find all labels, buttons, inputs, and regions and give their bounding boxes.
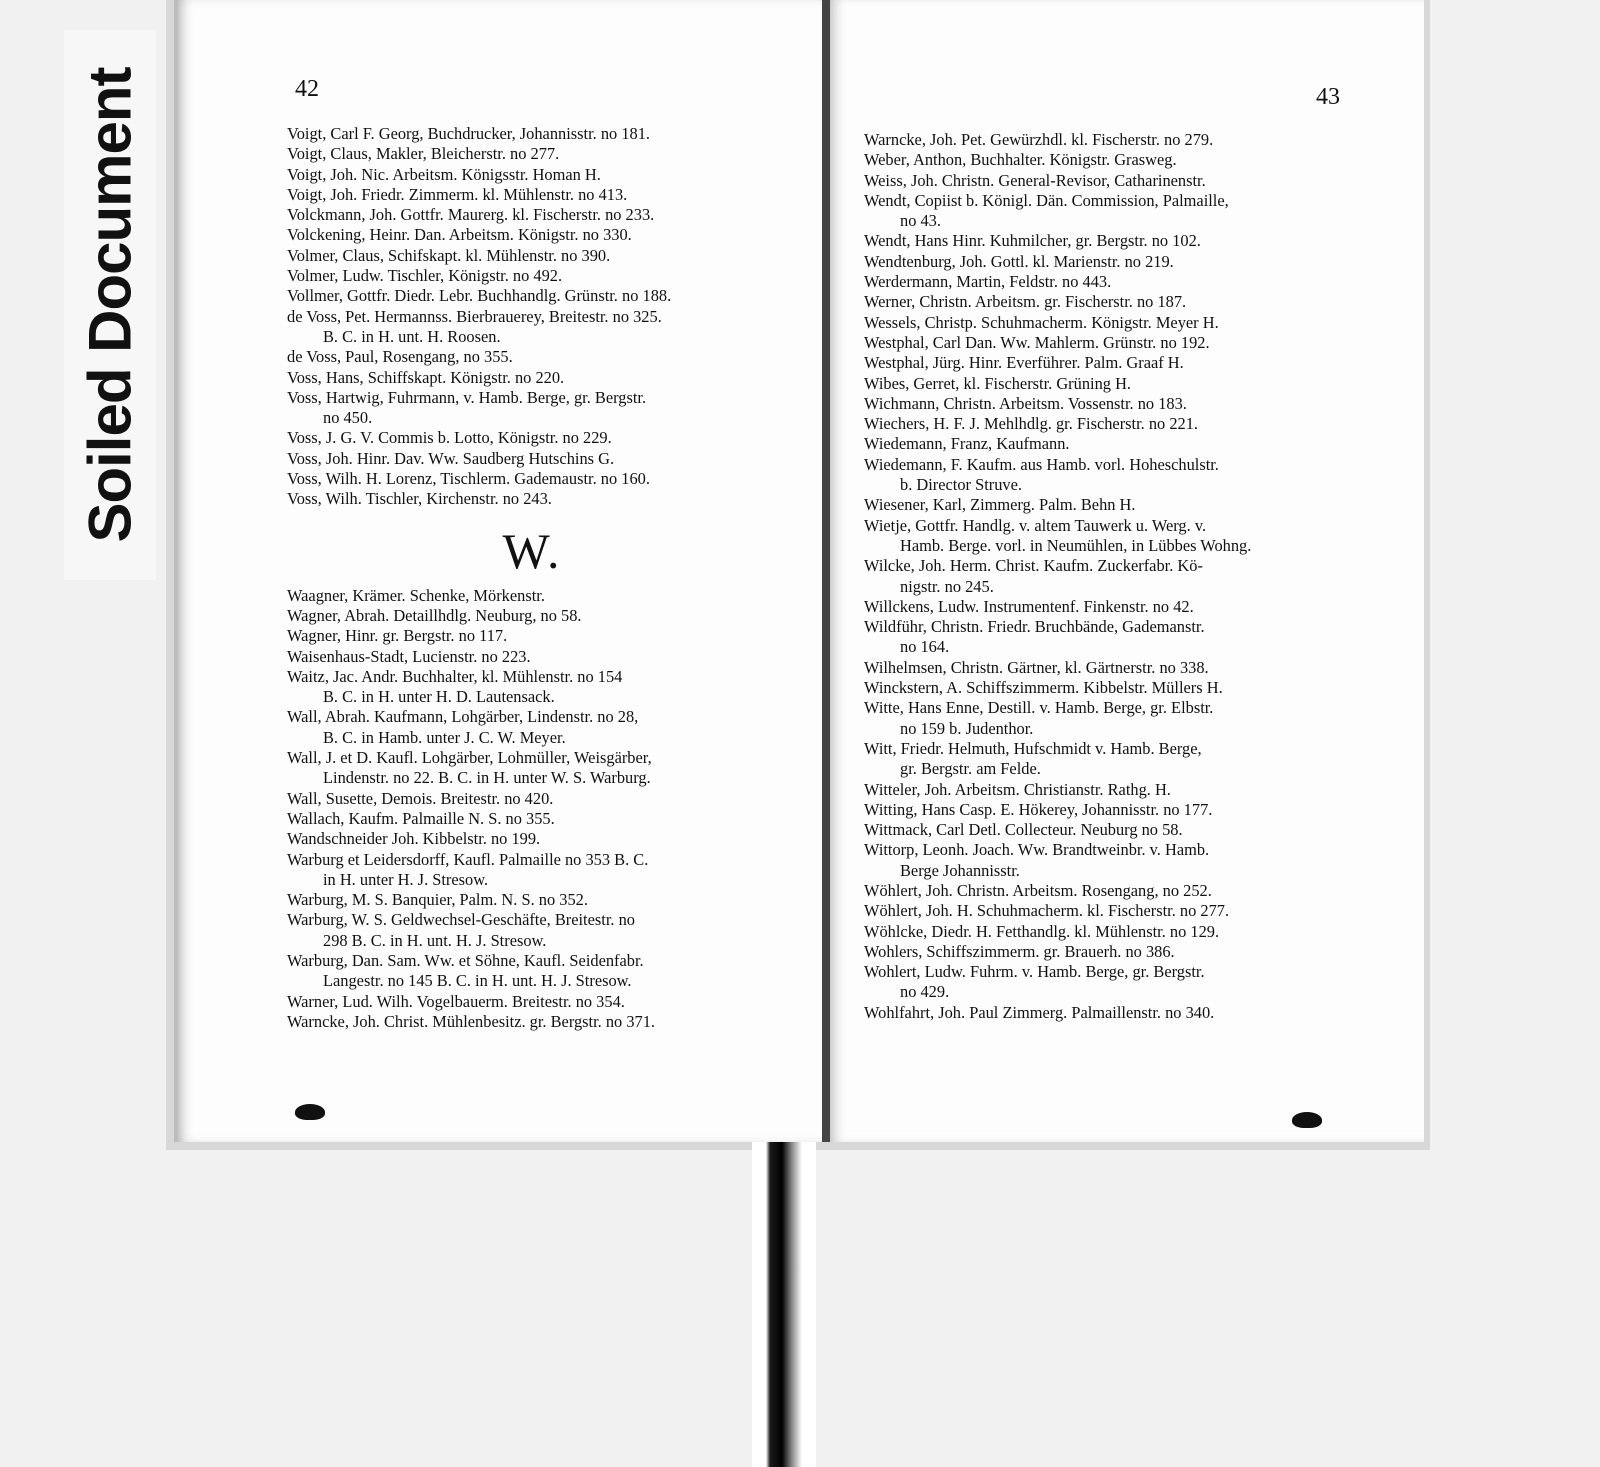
directory-entry: Volmer, Ludw. Tischler, Königstr. no 492. xyxy=(287,266,563,286)
directory-entry: Warburg et Leidersdorff, Kaufl. Palmaille no 353 B. C. xyxy=(287,849,649,869)
directory-entry: Wendt, Copiist b. Königl. Dän. Commission, Palmaille, xyxy=(864,190,1229,210)
directory-entry: Wagner, Abrah. Detaillhdlg. Neuburg, no 58. xyxy=(287,605,582,625)
directory-entry-continuation: Lindenstr. no 22. B. C. in H. unter W. S. Warburg. xyxy=(323,768,651,788)
directory-entry: Wiedemann, Franz, Kaufmann. xyxy=(864,434,1070,454)
directory-entry: Winckstern, A. Schiffszimmerm. Kibbelstr. Müllers H. xyxy=(864,678,1223,698)
directory-entry-continuation: in H. unter H. J. Stresow. xyxy=(323,869,489,889)
directory-entry: Voigt, Joh. Nic. Arbeitsm. Königsstr. Homan H. xyxy=(287,164,601,184)
directory-entry: Voigt, Carl F. Georg, Buchdrucker, Johannisstr. no 181. xyxy=(287,124,650,143)
directory-entry-continuation: no 450. xyxy=(323,408,373,428)
directory-entry-continuation: no 164. xyxy=(900,637,950,657)
directory-entry: Wiedemann, F. Kaufm. aus Hamb. vorl. Hoheschulstr. xyxy=(864,454,1219,474)
directory-entry: Wibes, Gerret, kl. Fischerstr. Grüning H. xyxy=(864,373,1132,393)
directory-entry: Voigt, Claus, Makler, Bleicherstr. no 277. xyxy=(287,144,560,164)
directory-entry: Voss, Wilh. Tischler, Kirchenstr. no 243. xyxy=(287,489,552,509)
directory-entry: Wildführ, Christn. Friedr. Bruchbände, Gademanstr. xyxy=(864,617,1205,637)
directory-entry-continuation: B. C. in H. unt. H. Roosen. xyxy=(323,326,501,346)
directory-entry: Wilhelmsen, Christn. Gärtner, kl. Gärtnerstr. no 338. xyxy=(864,657,1209,677)
directory-entry: Warner, Lud. Wilh. Vogelbauerm. Breitestr. no 354. xyxy=(287,991,625,1011)
directory-entry: Werdermann, Martin, Feldstr. no 443. xyxy=(864,272,1112,292)
directory-entry: Westphal, Carl Dan. Ww. Mahlerm. Grünstr. no 192. xyxy=(864,332,1210,352)
directory-entry: Voss, Wilh. H. Lorenz, Tischlerm. Gademaustr. no 160. xyxy=(287,469,650,489)
directory-entry: Wöhlert, Joh. Christn. Arbeitsm. Rosengang, no 252. xyxy=(864,880,1212,900)
directory-entry: Wöhlert, Joh. H. Schuhmacherm. kl. Fischerstr. no 277. xyxy=(864,901,1230,921)
directory-entry: Warncke, Joh. Christ. Mühlenbesitz. gr. Bergstr. no 371. xyxy=(287,1011,656,1031)
directory-entry: Vollmer, Gottfr. Diedr. Lebr. Buchhandlg. Grünstr. no 188. xyxy=(287,286,672,306)
directory-entry-continuation: B. C. in H. unter H. D. Lautensack. xyxy=(323,687,555,707)
directory-entry: Wichmann, Christn. Arbeitsm. Vossenstr. no 183. xyxy=(864,393,1187,413)
directory-entry: Wilcke, Joh. Herm. Christ. Kaufm. Zuckerfabr. Kö- xyxy=(864,556,1203,576)
directory-entry: Wittorp, Leonh. Joach. Ww. Brandtweinbr. v. Hamb. xyxy=(864,840,1210,860)
directory-entry: Witt, Friedr. Helmuth, Hufschmidt v. Hamb. Berge, xyxy=(864,738,1202,758)
directory-entry: Willckens, Ludw. Instrumentenf. Finkenstr. no 42. xyxy=(864,596,1194,616)
directory-entry: Wall, Abrah. Kaufmann, Lohgärber, Lindenstr. no 28, xyxy=(287,707,639,727)
left-page xyxy=(174,0,822,1142)
ink-blot xyxy=(1292,1112,1322,1128)
directory-entry: Wendt, Hans Hinr. Kuhmilcher, gr. Bergstr. no 102. xyxy=(864,231,1201,251)
directory-entry: Weiss, Joh. Christn. General-Revisor, Catharinenstr. xyxy=(864,170,1206,190)
directory-entry: Voigt, Joh. Friedr. Zimmerm. kl. Mühlenstr. no 413. xyxy=(287,184,628,204)
directory-entry: Voss, Hartwig, Fuhrmann, v. Hamb. Berge, gr. Bergstr. xyxy=(287,387,647,407)
directory-entry: Volckening, Heinr. Dan. Arbeitsm. Königstr. no 330. xyxy=(287,225,632,245)
directory-entry: Wietje, Gottfr. Handlg. v. altem Tauwerk u. Werg. v. xyxy=(864,515,1207,535)
directory-entry: Warburg, M. S. Banquier, Palm. N. S. no 352. xyxy=(287,890,588,910)
directory-entry: Wohlfahrt, Joh. Paul Zimmerg. Palmaillenstr. no 340. xyxy=(864,1002,1215,1022)
entries-before-section xyxy=(287,124,777,510)
directory-entry: Warburg, Dan. Sam. Ww. et Söhne, Kaufl. Seidenfabr. xyxy=(287,950,644,970)
directory-entry: Werner, Christn. Arbeitsm. gr. Fischerstr. no 187. xyxy=(864,292,1187,312)
directory-entry-continuation: no 429. xyxy=(900,982,950,1002)
left-column xyxy=(287,124,777,1032)
right-column xyxy=(864,130,1350,1023)
directory-entry-continuation: no 159 b. Judenthor. xyxy=(900,718,1034,738)
directory-entry: Wiechers, H. F. J. Mehlhdlg. gr. Fischerstr. no 221. xyxy=(864,414,1199,434)
open-book xyxy=(166,0,1430,1150)
directory-entry-continuation: gr. Bergstr. am Felde. xyxy=(900,759,1041,779)
directory-entry-continuation: Hamb. Berge. vorl. in Neumühlen, in Lübbes Wohng. xyxy=(900,535,1252,555)
directory-entry: Wohlert, Ludw. Fuhrm. v. Hamb. Berge, gr. Bergstr. xyxy=(864,962,1205,982)
directory-entry: Voss, Hans, Schiffskapt. Königstr. no 220. xyxy=(287,367,565,387)
directory-entry-continuation: B. C. in Hamb. unter J. C. W. Meyer. xyxy=(323,727,566,747)
directory-entry: Wagner, Hinr. gr. Bergstr. no 117. xyxy=(287,626,508,646)
directory-entry: Wittmack, Carl Detl. Collecteur. Neuburg no 58. xyxy=(864,820,1183,840)
directory-entry: Witte, Hans Enne, Destill. v. Hamb. Berge, gr. Elbstr. xyxy=(864,698,1214,718)
directory-entry: Wendtenburg, Joh. Gottl. kl. Marienstr. no 219. xyxy=(864,251,1174,271)
directory-entry: Waisenhaus-Stadt, Lucienstr. no 223. xyxy=(287,646,531,666)
directory-entry: Volckmann, Joh. Gottfr. Maurerg. kl. Fischerstr. no 233. xyxy=(287,205,655,225)
left-page-number: 42 xyxy=(295,76,319,102)
directory-entry-continuation: nigstr. no 245. xyxy=(900,576,994,596)
directory-entry: Voss, Joh. Hinr. Dav. Ww. Saudberg Hutschins G. xyxy=(287,448,615,468)
directory-entry: Waitz, Jac. Andr. Buchhalter, kl. Mühlenstr. no 154 xyxy=(287,666,623,686)
right-page xyxy=(830,0,1424,1142)
directory-entry: Waagner, Krämer. Schenke, Mörkenstr. xyxy=(287,585,545,605)
section-letter: W. xyxy=(502,522,562,579)
directory-entry: Wiesener, Karl, Zimmerg. Palm. Behn H. xyxy=(864,495,1136,515)
directory-entry: Warncke, Joh. Pet. Gewürzhdl. kl. Fischerstr. no 279. xyxy=(864,130,1214,149)
directory-entry: de Voss, Paul, Rosengang, no 355. xyxy=(287,347,513,367)
directory-entry-continuation: Berge Johannisstr. xyxy=(900,860,1020,880)
document-condition-label xyxy=(64,30,156,580)
directory-entry-continuation: b. Director Struve. xyxy=(900,475,1022,495)
entries xyxy=(864,130,1350,1023)
directory-entry-continuation: 298 B. C. in H. unt. H. J. Stresow. xyxy=(323,930,547,950)
directory-entry: Voss, J. G. V. Commis b. Lotto, Königstr. no 229. xyxy=(287,428,612,448)
directory-entry: Wall, J. et D. Kaufl. Lohgärber, Lohmüller, Weisgärber, xyxy=(287,748,652,768)
ink-blot xyxy=(295,1104,325,1120)
directory-entry: Volmer, Claus, Schifskapt. kl. Mühlenstr. no 390. xyxy=(287,245,611,265)
entries-after-section xyxy=(287,586,777,1033)
label-text: Soiled Document xyxy=(76,67,144,543)
directory-entry-continuation: no 43. xyxy=(900,211,941,231)
directory-entry-continuation: Langestr. no 145 B. C. in H. unt. H. J. Stresow. xyxy=(323,971,632,991)
directory-entry: Wessels, Christp. Schuhmacherm. Königstr. Meyer H. xyxy=(864,312,1219,332)
directory-entry: Witting, Hans Casp. E. Hökerey, Johannisstr. no 177. xyxy=(864,799,1213,819)
directory-entry: Witteler, Joh. Arbeitsm. Christianstr. Rathg. H. xyxy=(864,779,1171,799)
directory-entry: Wallach, Kaufm. Palmaille N. S. no 355. xyxy=(287,808,555,828)
directory-entry: Wall, Susette, Demois. Breitestr. no 420. xyxy=(287,788,554,808)
directory-entry: de Voss, Pet. Hermannss. Bierbrauerey, Breitestr. no 325. xyxy=(287,306,662,326)
book-spine xyxy=(752,1142,816,1467)
directory-entry: Wohlers, Schiffszimmerm. gr. Brauerh. no 386. xyxy=(864,941,1175,961)
directory-entry: Wöhlcke, Diedr. H. Fetthandlg. kl. Mühlenstr. no 129. xyxy=(864,921,1220,941)
directory-entry: Weber, Anthon, Buchhalter. Königstr. Grasweg. xyxy=(864,150,1177,170)
directory-entry: Wandschneider Joh. Kibbelstr. no 199. xyxy=(287,829,541,849)
directory-entry: Westphal, Jürg. Hinr. Everführer. Palm. Graaf H. xyxy=(864,353,1184,373)
directory-entry: Warburg, W. S. Geldwechsel-Geschäfte, Breitestr. no xyxy=(287,910,635,930)
right-page-number: 43 xyxy=(1316,84,1340,110)
